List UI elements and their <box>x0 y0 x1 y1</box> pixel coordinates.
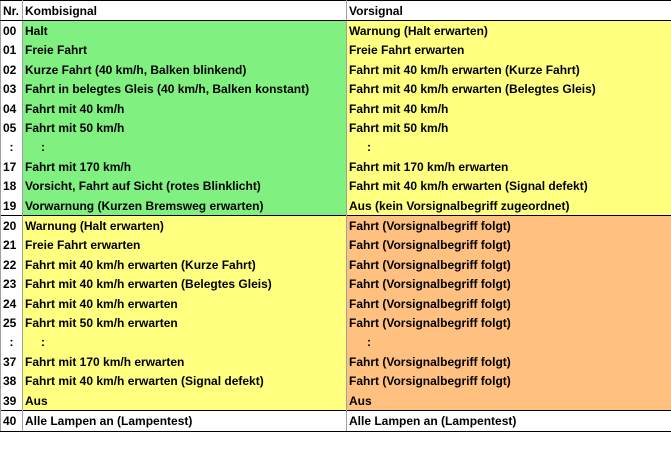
table-row <box>1 118 671 137</box>
row-nr: 03 <box>1 80 23 99</box>
vor-cell: : <box>347 138 671 157</box>
ellipsis-row <box>1 138 671 157</box>
kombi-cell: Freie Fahrt <box>23 41 347 60</box>
header-vorsignal: Vorsignal <box>347 1 671 21</box>
header-kombisignal: Kombisignal <box>23 1 347 21</box>
kombi-cell: Fahrt mit 40 km/h erwarten (Belegtes Gleis) <box>23 274 347 293</box>
table-row <box>1 157 671 176</box>
table-row <box>1 216 671 236</box>
kombi-cell: Aus <box>23 391 347 411</box>
kombi-cell: Freie Fahrt erwarten <box>23 236 347 255</box>
row-nr: 04 <box>1 99 23 118</box>
vor-cell: Fahrt mit 40 km/h erwarten (Signal defekt) <box>347 177 671 196</box>
kombi-cell: Vorsicht, Fahrt auf Sicht (rotes Blinklicht) <box>23 177 347 196</box>
row-nr: 39 <box>1 391 23 411</box>
row-nr: 01 <box>1 41 23 60</box>
vor-cell: Fahrt (Vorsignalbegriff folgt) <box>347 294 671 313</box>
table-row <box>1 21 671 41</box>
vor-cell: Fahrt mit 170 km/h erwarten <box>347 157 671 176</box>
table-row <box>1 391 671 411</box>
row-nr: 17 <box>1 157 23 176</box>
vor-cell: Fahrt (Vorsignalbegriff folgt) <box>347 352 671 371</box>
kombi-cell: Fahrt mit 170 km/h <box>23 157 347 176</box>
kombi-cell: Fahrt mit 40 km/h erwarten <box>23 294 347 313</box>
vor-cell: Fahrt (Vorsignalbegriff folgt) <box>347 371 671 390</box>
row-nr: 40 <box>1 411 23 431</box>
table-row <box>1 352 671 371</box>
vor-cell: Fahrt mit 40 km/h erwarten (Kurze Fahrt) <box>347 60 671 79</box>
vor-cell: Freie Fahrt erwarten <box>347 41 671 60</box>
ellipsis-row <box>1 333 671 352</box>
table-row <box>1 60 671 79</box>
row-nr: : <box>1 138 23 157</box>
row-nr: 38 <box>1 371 23 390</box>
kombi-cell: : <box>23 138 347 157</box>
kombi-cell: Warnung (Halt erwarten) <box>23 216 347 236</box>
kombi-cell: Fahrt in belegtes Gleis (40 km/h, Balken konstant) <box>23 80 347 99</box>
kombi-cell: Vorwarnung (Kurzen Bremsweg erwarten) <box>23 196 347 216</box>
row-nr: : <box>1 333 23 352</box>
row-nr: 02 <box>1 60 23 79</box>
kombi-cell: : <box>23 333 347 352</box>
vor-cell: Fahrt (Vorsignalbegriff folgt) <box>347 274 671 293</box>
vor-cell: : <box>347 333 671 352</box>
vor-cell: Alle Lampen an (Lampentest) <box>347 411 671 431</box>
vor-cell: Warnung (Halt erwarten) <box>347 21 671 41</box>
table-row <box>1 274 671 293</box>
kombi-cell: Alle Lampen an (Lampentest) <box>23 411 347 431</box>
vor-cell: Aus (kein Vorsignalbegriff zugeordnet) <box>347 196 671 216</box>
kombi-cell: Kurze Fahrt (40 km/h, Balken blinkend) <box>23 60 347 79</box>
kombi-cell: Fahrt mit 170 km/h erwarten <box>23 352 347 371</box>
row-nr: 21 <box>1 236 23 255</box>
row-nr: 24 <box>1 294 23 313</box>
vor-cell: Fahrt mit 40 km/h erwarten (Belegtes Gleis) <box>347 80 671 99</box>
kombi-cell: Halt <box>23 21 347 41</box>
vor-cell: Fahrt (Vorsignalbegriff folgt) <box>347 216 671 236</box>
row-nr: 05 <box>1 118 23 137</box>
table-row <box>1 99 671 118</box>
kombi-cell: Fahrt mit 40 km/h <box>23 99 347 118</box>
vor-cell: Fahrt (Vorsignalbegriff folgt) <box>347 236 671 255</box>
table-row <box>1 313 671 332</box>
table-row <box>1 41 671 60</box>
row-nr: 00 <box>1 21 23 41</box>
kombi-cell: Fahrt mit 50 km/h <box>23 118 347 137</box>
table-row <box>1 411 671 431</box>
kombi-cell: Fahrt mit 40 km/h erwarten (Signal defekt) <box>23 371 347 390</box>
vor-cell: Fahrt (Vorsignalbegriff folgt) <box>347 255 671 274</box>
table-row <box>1 177 671 196</box>
table-row <box>1 255 671 274</box>
header-nr: Nr. <box>1 1 23 21</box>
vor-cell: Aus <box>347 391 671 411</box>
row-nr: 25 <box>1 313 23 332</box>
kombi-cell: Fahrt mit 40 km/h erwarten (Kurze Fahrt) <box>23 255 347 274</box>
row-nr: 20 <box>1 216 23 236</box>
table-row <box>1 371 671 390</box>
table-row <box>1 80 671 99</box>
vor-cell: Fahrt mit 40 km/h <box>347 99 671 118</box>
table-row <box>1 196 671 216</box>
row-nr: 22 <box>1 255 23 274</box>
table-row <box>1 294 671 313</box>
row-nr: 18 <box>1 177 23 196</box>
row-nr: 37 <box>1 352 23 371</box>
vor-cell: Fahrt (Vorsignalbegriff folgt) <box>347 313 671 332</box>
kombi-cell: Fahrt mit 50 km/h erwarten <box>23 313 347 332</box>
row-nr: 23 <box>1 274 23 293</box>
header-row <box>1 1 671 21</box>
row-nr: 19 <box>1 196 23 216</box>
table-row <box>1 236 671 255</box>
vor-cell: Fahrt mit 50 km/h <box>347 118 671 137</box>
